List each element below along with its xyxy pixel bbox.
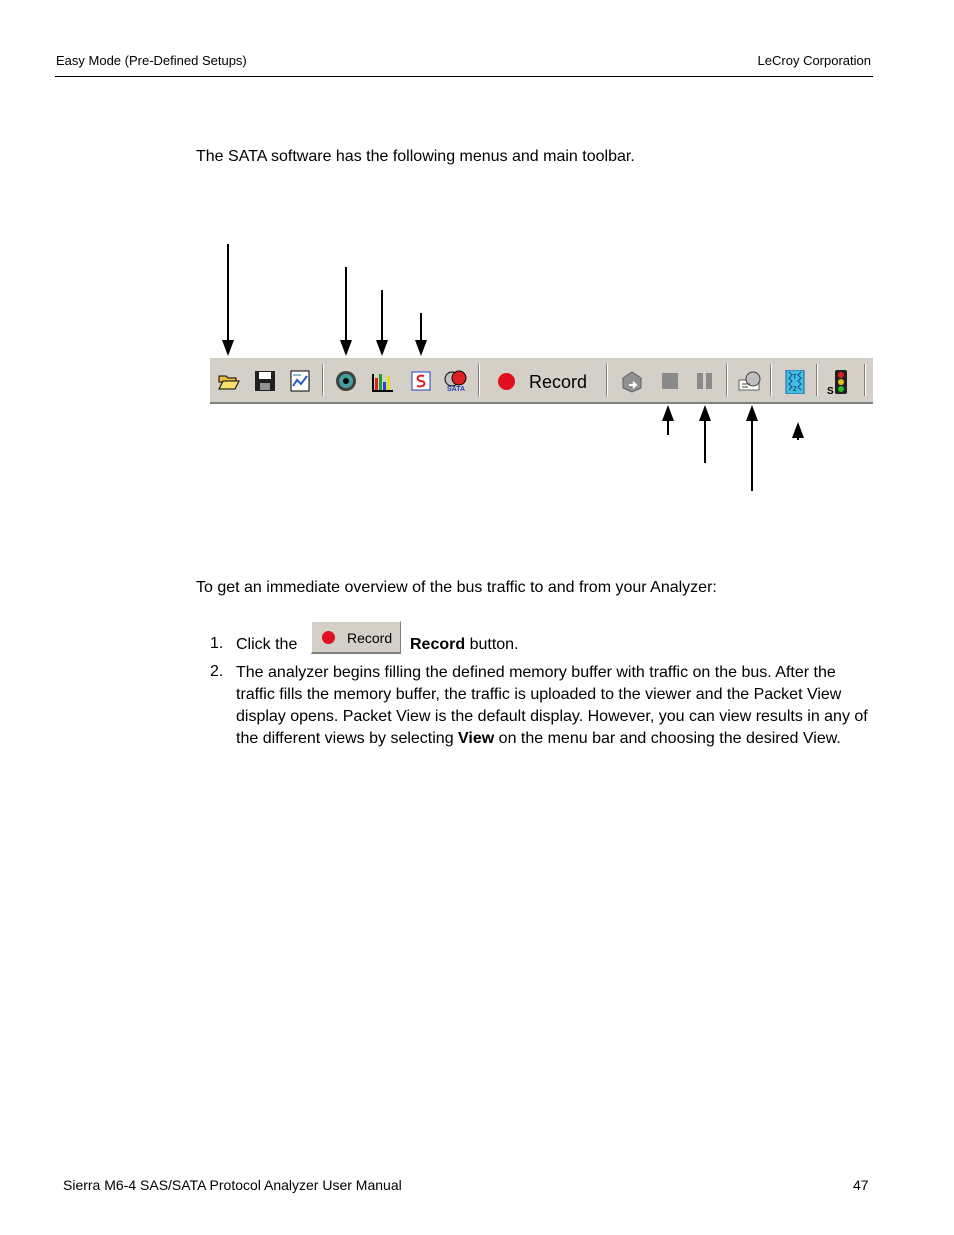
traffic-light-icon[interactable] [827,370,849,396]
record-button[interactable] [490,364,600,398]
export-icon[interactable] [620,370,642,392]
display-options-icon[interactable] [738,370,760,392]
toolbar-separator [606,364,608,396]
toolbar-separator [864,364,866,396]
step-1-suffix [410,634,519,656]
toolbar-separator [816,364,818,396]
main-toolbar [210,356,873,404]
report-icon[interactable] [289,370,311,392]
step-1-post: button. [465,636,519,653]
record-icon [498,373,515,390]
stop-icon[interactable] [659,370,681,392]
step-2-view-bold: View [458,730,495,747]
record-icon [322,631,335,644]
page-number: 47 [853,1177,869,1193]
toolbar-separator [726,364,728,396]
step-1-prefix: Click the [236,636,298,653]
toolbar-separator [770,364,772,396]
pause-icon[interactable] [694,370,716,392]
svg-text:S: S [827,386,834,396]
header-rule [55,76,873,77]
step-1-number: 1. [210,635,224,652]
sata-settings-icon[interactable] [410,370,432,392]
step-2-number: 2. [210,663,224,680]
overview-text: To get an immediate overview of the bus traffic to and from your Analyzer: [196,579,717,596]
step-1-record-bold: Record [410,636,466,653]
intro-text: The SATA software has the following menus and main toolbar. [196,148,635,165]
header-left: Easy Mode (Pre-Defined Setups) [56,53,247,68]
record-button-inline [311,621,401,654]
zoom-icon[interactable] [784,370,806,392]
toolbar-separator [322,364,324,396]
step-2-part-b: on the menu bar and choosing the desired View. [494,730,841,747]
save-icon[interactable] [254,370,276,392]
footer-left: Sierra M6-4 SAS/SATA Protocol Analyzer User Manual [63,1177,402,1193]
record-inline-label: Record [347,630,393,646]
sata-analyzer-icon[interactable] [444,370,466,392]
header-right: LeCroy Corporation [757,53,871,68]
traffic-summary-icon[interactable] [335,370,357,392]
svg-text:SATA: SATA [447,386,466,392]
step-2-text [236,662,868,750]
svg-text:T: T [793,375,797,381]
record-label: Record [529,372,588,392]
toolbar-separator [478,364,480,396]
step-2-part-a: The analyzer begins filling the defined memory buffer with traffic on the bus. After the traffic fills the memory buffer, the traffic is uploaded to the viewer and the Packet View display opens. Packet View is the default display. However, you can view results in any of the different views by selecting [236,664,868,747]
open-folder-icon[interactable] [218,370,240,392]
svg-text:Z: Z [793,387,797,393]
statistics-icon[interactable] [371,370,393,392]
